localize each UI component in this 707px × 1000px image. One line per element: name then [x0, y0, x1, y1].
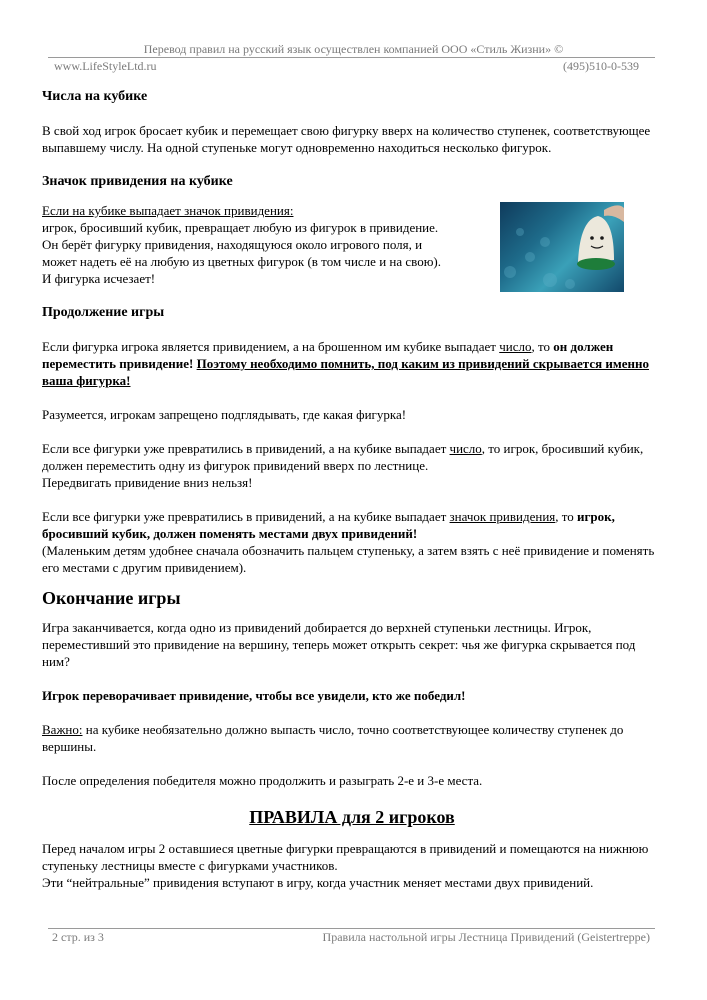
- paragraph-line: Он берёт фигурку привидения, находящуюся около игрового поля, и: [42, 237, 423, 252]
- header-divider: [48, 57, 655, 58]
- paragraph: Если фигурка игрока является привидением, а на брошенном им кубике выпадает число, то он должен переместить привидение! Поэтому необходимо помнить, под каким из привидений скрывается именно ваша фигурка!: [42, 339, 650, 388]
- translation-credit: Перевод правил на русский язык осуществлен компанией ООО «Стиль Жизни» ©: [143, 42, 564, 56]
- paragraph-line: может надеть её на любую из цветных фигурок (в том числе и на свою).: [42, 254, 441, 269]
- ghost-figure-photo: [500, 202, 624, 292]
- paragraph: Важно: на кубике необязательно должно выпасть число, точно соответствующее количеству ступенек до вершины.: [42, 722, 624, 754]
- section-heading-continuation: Продолжение игры: [42, 305, 165, 320]
- paragraph: (Маленьким детям удобнее сначала обозначить пальцем ступеньку, а затем взять с неё привидение и поменять его местами с другим привидением).: [42, 543, 655, 575]
- ghost-figure-illustration: [500, 202, 624, 292]
- paragraph-line: И фигурка исчезает!: [42, 271, 156, 286]
- paragraph-line: игрок, бросивший кубик, превращает любую из фигурок в привидение.: [42, 220, 439, 235]
- paragraph: Эти “нейтральные” привидения вступают в игру, когда участник меняет местами двух привидений.: [42, 875, 594, 890]
- paragraph: Разумеется, игрокам запрещено подглядывать, где какая фигурка!: [42, 407, 407, 422]
- paragraph: Передвигать привидение вниз нельзя!: [42, 475, 253, 490]
- page-number: 2 стр. из 3: [52, 930, 104, 944]
- ghost-symbol-block: [42, 202, 662, 287]
- paragraph: Перед началом игры 2 оставшиеся цветные фигурки превращаются в привидений и помещаются на нижнюю ступеньку лестницы вместе с фигурками участников.: [42, 841, 649, 873]
- paragraph: Если все фигурки уже превратились в привидений, а на кубике выпадает число, то игрок, бросивший кубик, должен переместить одну из фигурок привидений вверх по лестнице.: [42, 441, 644, 473]
- paragraph: После определения победителя можно продолжить и разыграть 2-е и 3-е места.: [42, 773, 483, 788]
- paragraph: Игра заканчивается, когда одно из привидений добирается до верхней ступеньки лестницы. Игрок, переместивший это привидение на вершину, теперь может открыть секрет: чья же фигурка скрывается под ним?: [42, 620, 636, 669]
- ghost-intro: Если на кубике выпадает значок привидения:: [42, 203, 294, 218]
- paragraph-bold: Игрок переворачивает привидение, чтобы все увидели, кто же победил!: [42, 688, 466, 703]
- section-heading-dice-numbers: Числа на кубике: [42, 89, 148, 104]
- footer-divider: [48, 928, 655, 929]
- section-heading-ghost-symbol: Значок привидения на кубике: [42, 174, 233, 189]
- website-url[interactable]: www.LifeStyleLtd.ru: [54, 59, 157, 73]
- paragraph: Если все фигурки уже превратились в привидений, а на кубике выпадает значок привидения, то игрок, бросивший кубик, должен поменять местами двух привидений!: [42, 509, 615, 541]
- phone-number: (495)510-0-539: [563, 59, 639, 73]
- section-heading-game-end: Окончание игры: [42, 588, 181, 608]
- page-content: [42, 88, 662, 891]
- document-title: Правила настольной игры Лестница Привидений (Geistertreppe): [322, 930, 650, 944]
- section-heading-two-players: ПРАВИЛА для 2 игроков: [249, 807, 455, 827]
- paragraph: В свой ход игрок бросает кубик и перемещает свою фигурку вверх на количество ступенек, соответствующее выпавшему числу. На одной ступеньке могут одновременно находиться несколько фигурок.: [42, 123, 651, 155]
